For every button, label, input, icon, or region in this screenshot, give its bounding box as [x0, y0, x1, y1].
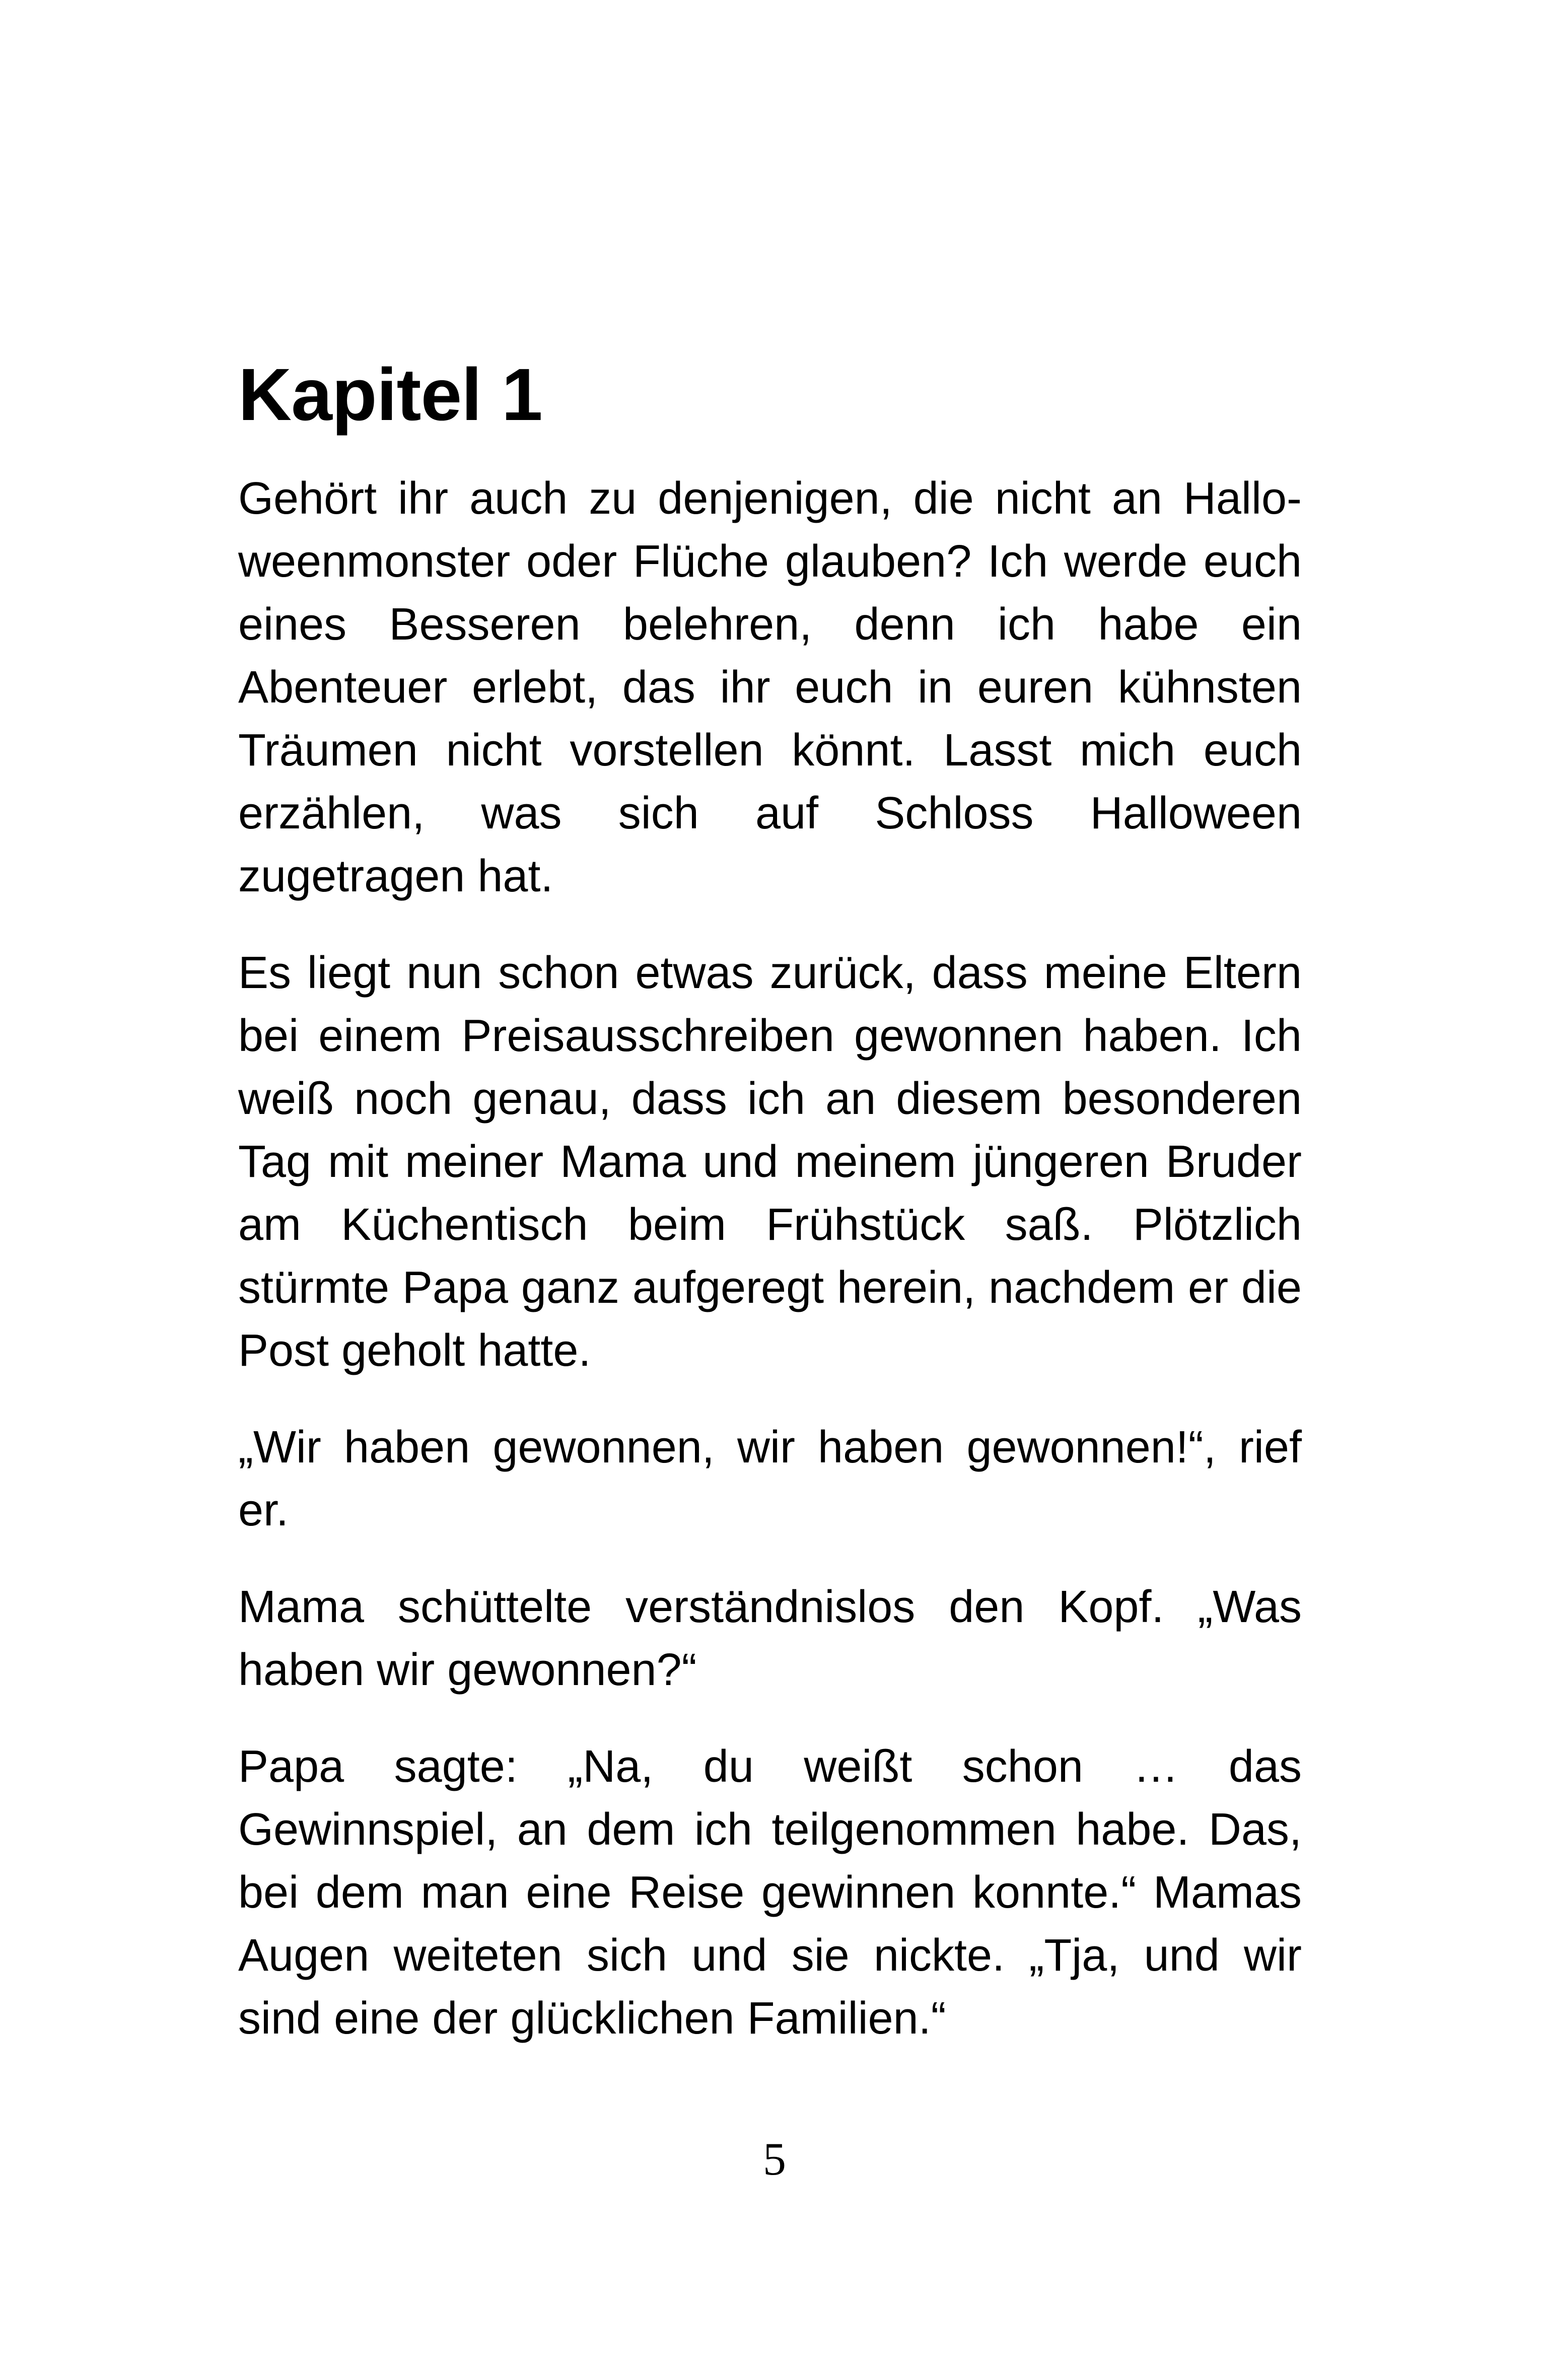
page-content	[238, 344, 1302, 2084]
paragraph-5: Papa sagte: „Na, du weißt schon … das Gewinnspiel, an dem ich teilgenommen habe. Das, bei dem man eine Reise gewinnen konnte.“ Mamas Augen weiteten sich und sie nickte. „Tja, und wir sind eine der glücklichen Familien.“	[238, 1741, 1302, 2044]
paragraph-2: Es liegt nun schon etwas zurück, dass meine Eltern bei einem Preisausschreiben gewonnen haben. Ich weiß noch genau, dass ich an diesem besonderen Tag mit meiner Mama und meinem jüngeren Bruder am Küchentisch beim Frühstück saß. Plötzlich stürmte Papa ganz aufgeregt herein, nachdem er die Post geholt hatte.	[238, 948, 1302, 1376]
page-number: 5	[763, 2133, 786, 2185]
paragraph-1: Gehört ihr auch zu denjenigen, die nicht an Halloweenmonster oder Flüche glauben? Ich werde euch eines Besseren belehren, denn ich habe ein Abenteuer erlebt, das ihr euch in euren kühnsten Träumen nicht vorstellen könnt. Lasst mich euch erzählen, was sich auf Schloss Halloween zugetragen hat.	[238, 473, 1302, 901]
paragraph-3: „Wir haben gewonnen, wir haben gewonnen!“, rief er.	[238, 1422, 1302, 1535]
chapter-title: Kapitel 1	[238, 354, 542, 436]
paragraph-4: Mama schüttelte verständnislos den Kopf. „Was haben wir gewonnen?“	[238, 1582, 1302, 1695]
